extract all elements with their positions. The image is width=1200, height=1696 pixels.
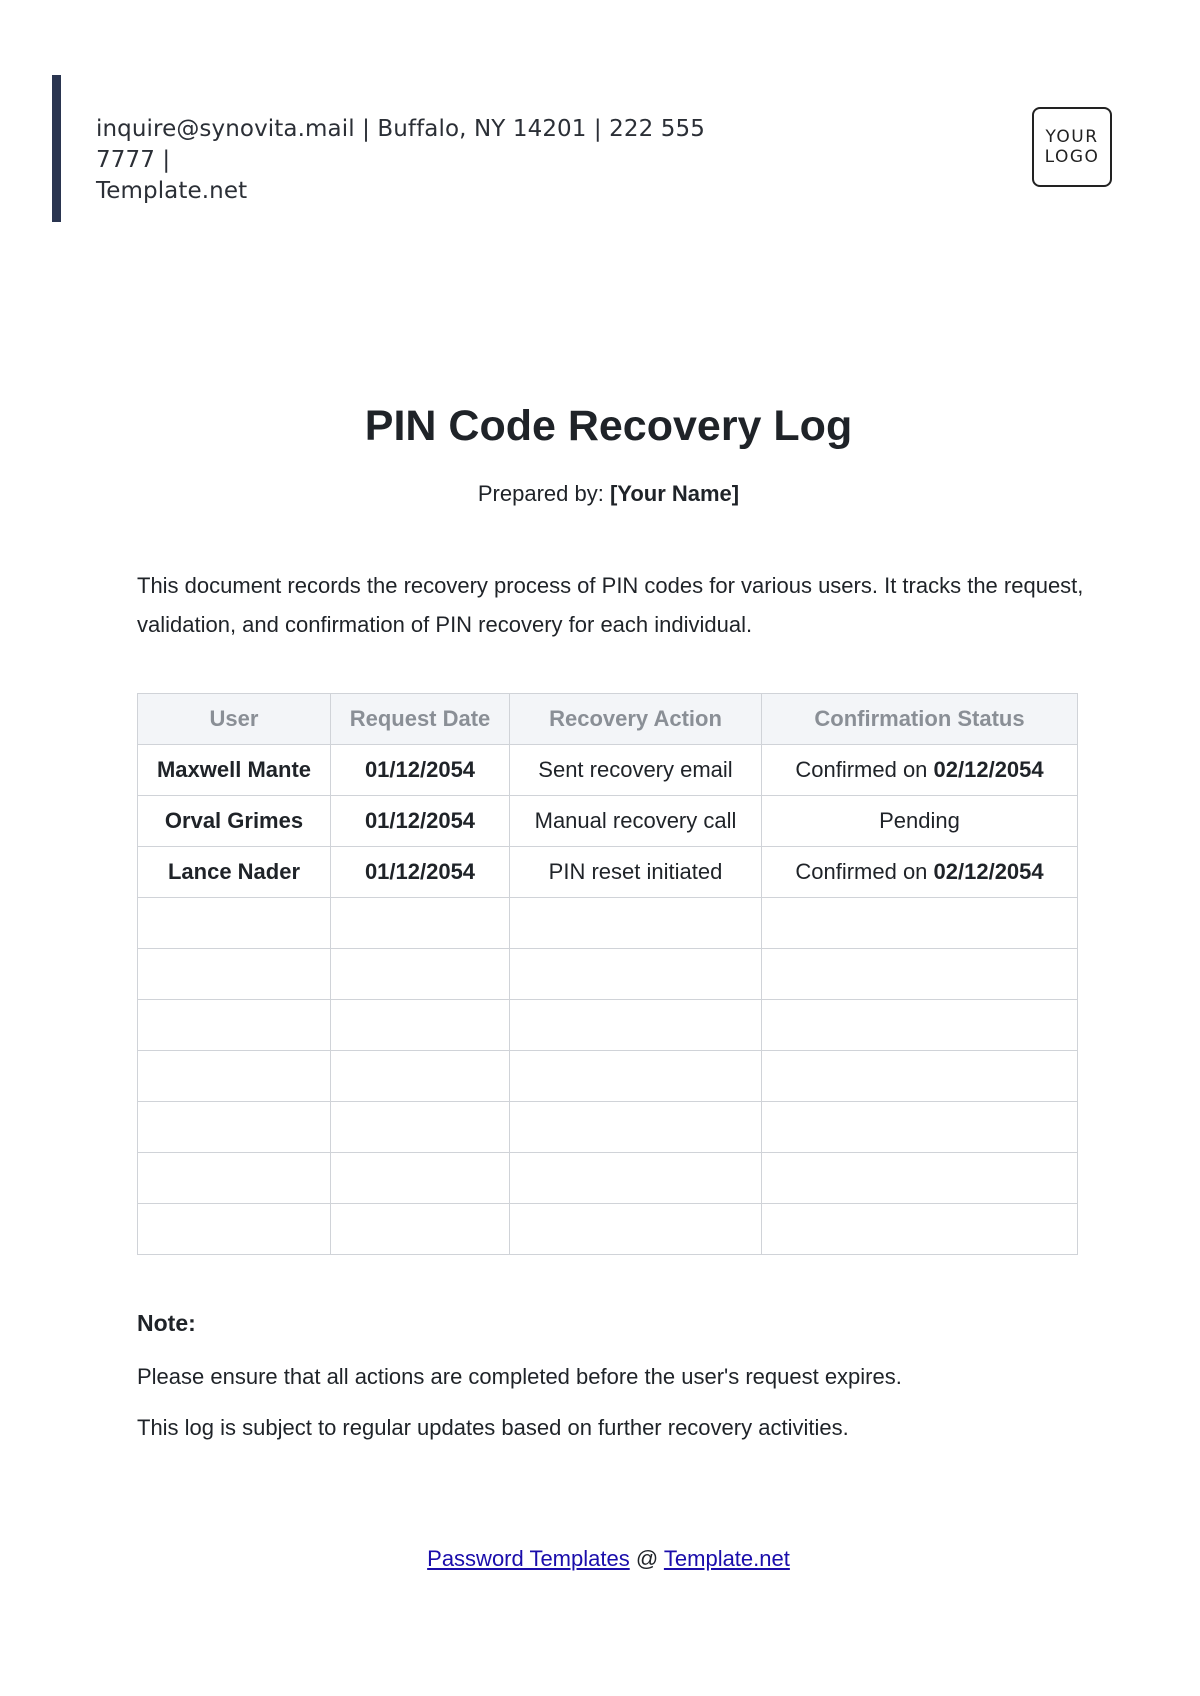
table-header-row bbox=[138, 694, 1078, 745]
header-recovery-action: Recovery Action bbox=[510, 694, 762, 745]
table-row bbox=[138, 847, 1078, 898]
contact-line-2: Template.net bbox=[96, 178, 248, 204]
cell-confirmation-status bbox=[762, 796, 1078, 847]
cell-request-date: 01/12/2054 bbox=[331, 745, 510, 796]
empty-cell bbox=[510, 1204, 762, 1255]
empty-cell bbox=[510, 1000, 762, 1051]
empty-cell bbox=[510, 1102, 762, 1153]
empty-cell bbox=[762, 1153, 1078, 1204]
intro-paragraph: This document records the recovery process of PIN codes for various users. It tracks the request, validation, and confirmation of PIN recovery for each individual. bbox=[137, 573, 1084, 637]
logo-text-line-1: YOUR bbox=[1045, 127, 1099, 147]
note-line-1: Please ensure that all actions are completed before the user's request expires. bbox=[137, 1364, 902, 1389]
cell-recovery-action: PIN reset initiated bbox=[510, 847, 762, 898]
contact-line-1: inquire@synovita.mail | Buffalo, NY 14201 | 222 555 7777 | bbox=[96, 116, 705, 173]
cell-confirmation-status bbox=[762, 847, 1078, 898]
empty-cell bbox=[138, 898, 331, 949]
empty-cell bbox=[510, 898, 762, 949]
empty-cell bbox=[138, 1051, 331, 1102]
empty-cell bbox=[138, 1102, 331, 1153]
empty-cell bbox=[510, 1153, 762, 1204]
empty-cell bbox=[762, 949, 1078, 1000]
table-row bbox=[138, 745, 1078, 796]
empty-cell bbox=[138, 1204, 331, 1255]
prepared-by-label: Prepared by: bbox=[477, 481, 610, 506]
empty-cell bbox=[138, 1153, 331, 1204]
empty-cell bbox=[331, 898, 510, 949]
empty-cell bbox=[331, 1204, 510, 1255]
empty-cell bbox=[762, 1000, 1078, 1051]
header-confirmation-status: Confirmation Status bbox=[762, 694, 1078, 745]
accent-bar bbox=[52, 75, 61, 222]
empty-cell bbox=[762, 1051, 1078, 1102]
table-row bbox=[138, 796, 1078, 847]
cell-recovery-action: Sent recovery email bbox=[510, 745, 762, 796]
template-net-link[interactable]: Template.net bbox=[663, 1546, 790, 1571]
prepared-by-name: [Your Name] bbox=[609, 481, 740, 506]
status-text: Confirmed on bbox=[795, 757, 934, 782]
contact-info bbox=[96, 114, 756, 207]
empty-cell bbox=[510, 949, 762, 1000]
empty-row bbox=[138, 1204, 1078, 1255]
empty-row bbox=[138, 949, 1078, 1000]
header-request-date: Request Date bbox=[331, 694, 510, 745]
status-date: 02/12/2054 bbox=[933, 859, 1044, 884]
footer-separator: @ bbox=[629, 1546, 664, 1571]
cell-request-date: 01/12/2054 bbox=[331, 796, 510, 847]
empty-cell bbox=[331, 1153, 510, 1204]
footer bbox=[0, 1546, 1200, 1572]
empty-cell bbox=[138, 1000, 331, 1051]
logo-text-line-2: LOGO bbox=[1044, 147, 1100, 167]
empty-cell bbox=[331, 1102, 510, 1153]
status-text: Pending bbox=[879, 808, 960, 833]
empty-row bbox=[138, 1102, 1078, 1153]
empty-row bbox=[138, 1000, 1078, 1051]
header-user: User bbox=[138, 694, 331, 745]
empty-cell bbox=[762, 1204, 1078, 1255]
note-line-2: This log is subject to regular updates based on further recovery activities. bbox=[137, 1415, 849, 1440]
empty-row bbox=[138, 1051, 1078, 1102]
cell-request-date: 01/12/2054 bbox=[331, 847, 510, 898]
cell-recovery-action: Manual recovery call bbox=[510, 796, 762, 847]
empty-cell bbox=[510, 1051, 762, 1102]
empty-cell bbox=[762, 1102, 1078, 1153]
empty-row bbox=[138, 1153, 1078, 1204]
empty-cell bbox=[138, 949, 331, 1000]
page-title: PIN Code Recovery Log bbox=[364, 402, 853, 450]
cell-user: Lance Nader bbox=[138, 847, 331, 898]
status-date: 02/12/2054 bbox=[933, 757, 1044, 782]
password-templates-link[interactable]: Password Templates bbox=[427, 1546, 630, 1571]
recovery-log-table bbox=[137, 693, 1078, 1255]
empty-cell bbox=[331, 949, 510, 1000]
cell-user: Orval Grimes bbox=[138, 796, 331, 847]
status-text: Confirmed on bbox=[795, 859, 934, 884]
empty-cell bbox=[331, 1000, 510, 1051]
empty-cell bbox=[331, 1051, 510, 1102]
note-heading: Note: bbox=[137, 1310, 196, 1336]
logo-placeholder bbox=[1032, 107, 1112, 187]
cell-user: Maxwell Mante bbox=[138, 745, 331, 796]
empty-row bbox=[138, 898, 1078, 949]
prepared-by bbox=[0, 481, 1200, 507]
empty-cell bbox=[762, 898, 1078, 949]
cell-confirmation-status bbox=[762, 745, 1078, 796]
